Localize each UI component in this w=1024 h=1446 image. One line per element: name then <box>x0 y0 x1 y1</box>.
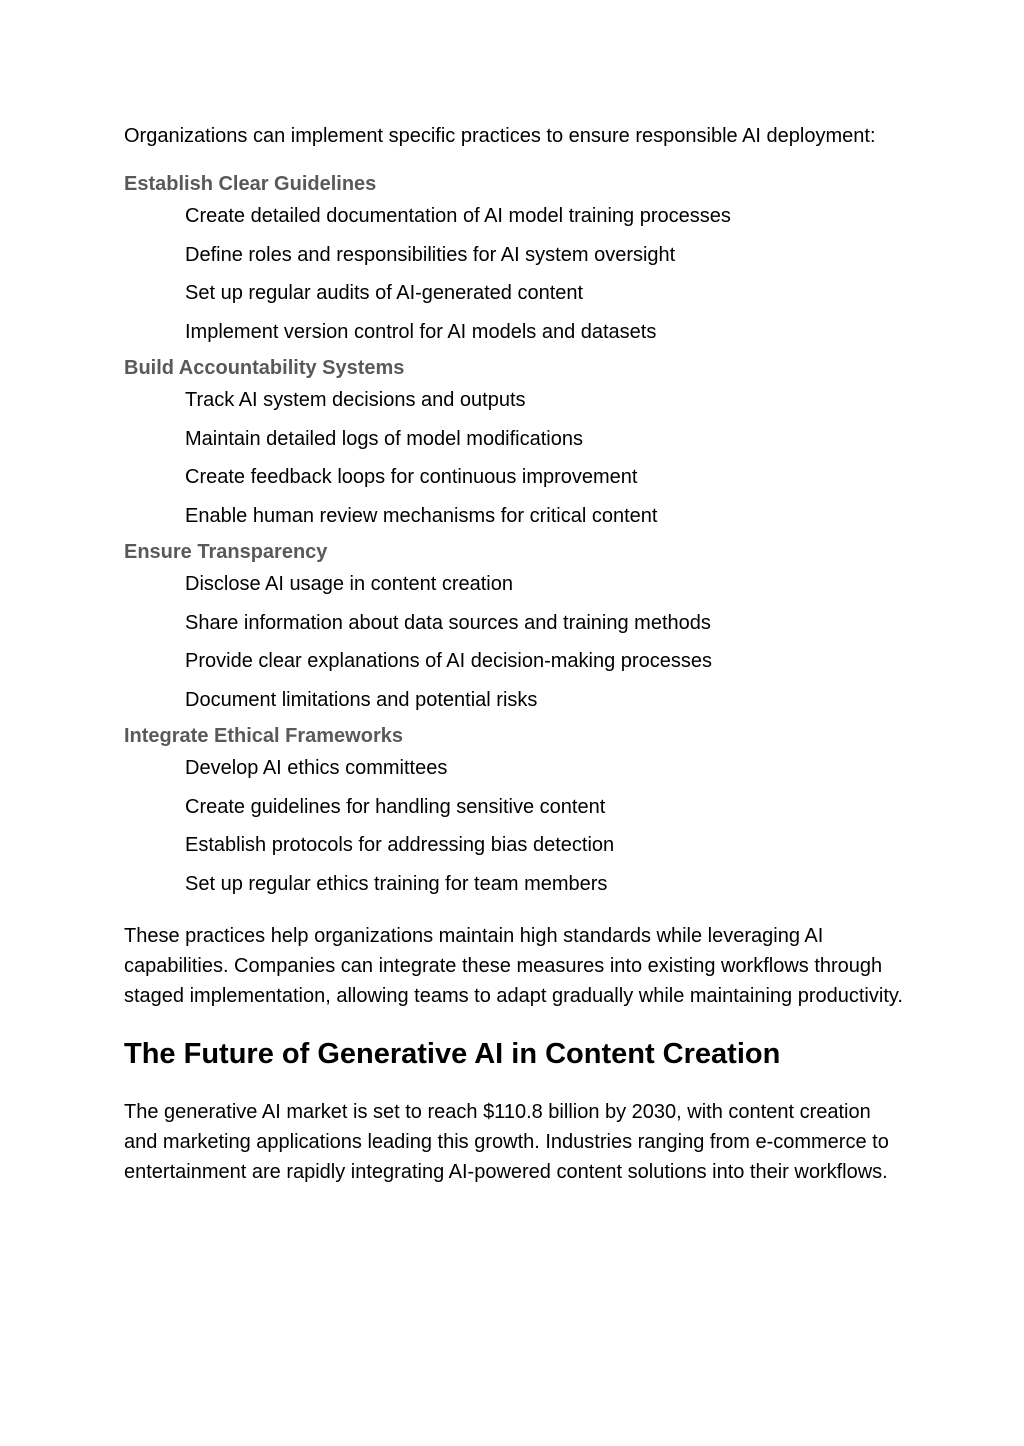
list-item: Develop AI ethics committees <box>185 757 448 779</box>
section-heading: Establish Clear Guidelines <box>124 173 377 195</box>
section-list <box>124 569 904 715</box>
list-item: Create guidelines for handling sensitive content <box>185 795 606 818</box>
section-heading: Integrate Ethical Frameworks <box>124 725 403 747</box>
section-guidelines <box>124 171 904 347</box>
section-transparency <box>124 539 904 715</box>
list-item: Create feedback loops for continuous improvement <box>185 466 638 488</box>
list-item: Define roles and responsibilities for AI system oversight <box>185 243 676 266</box>
list-item: Set up regular ethics training for team members <box>185 872 608 895</box>
list-item: Create detailed documentation of AI model training processes <box>185 205 731 227</box>
section-ethics <box>124 723 904 899</box>
section-list <box>124 753 904 899</box>
future-paragraph: The generative AI market is set to reach $110.8 billion by 2030, with content creation and marketing applications leading this growth. Industries ranging from e-commerce to entertainment are rapidly integrating AI-powered content solutions into their workflows. <box>124 1100 889 1183</box>
list-item: Track AI system decisions and outputs <box>185 389 526 411</box>
list-item: Disclose AI usage in content creation <box>185 573 513 595</box>
list-item: Enable human review mechanisms for critical content <box>185 504 658 527</box>
outro-paragraph: These practices help organizations maintain high standards while leveraging AI capabilities. Companies can integrate these measures into existing workflows through staged implementation, allowing teams to adapt gradually while maintaining productivity. <box>124 924 903 1007</box>
list-item: Set up regular audits of AI-generated content <box>185 282 584 304</box>
section-heading: Build Accountability Systems <box>124 357 405 379</box>
list-item: Establish protocols for addressing bias detection <box>185 834 615 856</box>
intro-paragraph: Organizations can implement specific practices to ensure responsible AI deployment: <box>124 125 876 147</box>
list-item: Implement version control for AI models and datasets <box>185 320 657 343</box>
section-list <box>124 201 904 347</box>
list-item: Maintain detailed logs of model modifications <box>185 427 583 450</box>
document-page <box>124 121 904 1187</box>
future-heading: The Future of Generative AI in Content Creation <box>124 1037 781 1070</box>
list-item: Provide clear explanations of AI decision-making processes <box>185 650 712 672</box>
section-accountability <box>124 355 904 531</box>
list-item: Document limitations and potential risks <box>185 688 538 711</box>
section-heading: Ensure Transparency <box>124 541 328 563</box>
section-list <box>124 385 904 531</box>
list-item: Share information about data sources and training methods <box>185 611 711 634</box>
